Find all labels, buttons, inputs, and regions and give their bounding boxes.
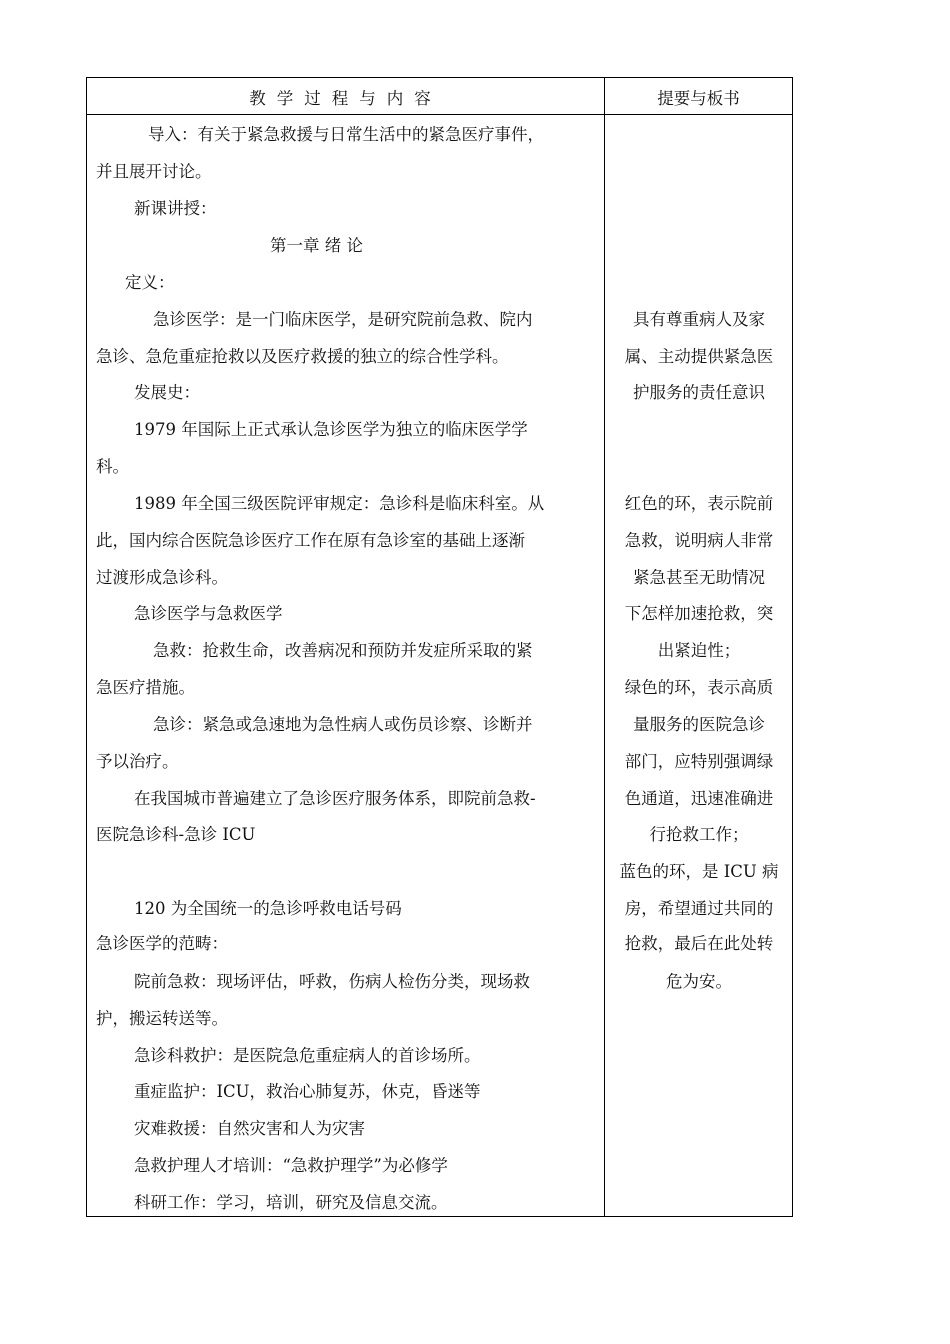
text-line: 此，国内综合医院急诊医疗工作在原有急诊室的基础上逐渐 xyxy=(96,531,525,550)
text-line: 重症监护：ICU，救治心肺复苏，休克，昏迷等 xyxy=(134,1082,481,1101)
text-line: 予以治疗。 xyxy=(96,752,179,771)
text-line: 急诊科救护：是医院急危重症病人的首诊场所。 xyxy=(134,1046,481,1065)
text-line: 在我国城市普遍建立了急诊医疗服务体系，即院前急救- xyxy=(134,789,536,808)
text-line: 急救：抢救生命，改善病况和预防并发症所采取的紧 xyxy=(153,641,533,660)
text-line: 急诊医学：是一门临床医学，是研究院前急救、院内 xyxy=(153,310,533,329)
note-line: 绿色的环，表示高质 xyxy=(624,678,774,697)
note-line: 行抢救工作； xyxy=(649,825,749,844)
text-line: 科研工作：学习，培训，研究及信息交流。 xyxy=(134,1193,448,1212)
note-line: 护服务的责任意识 xyxy=(633,383,765,402)
note-line: 抢救，最后在此处转 xyxy=(624,934,774,953)
note-line: 蓝色的环，是 ICU 病 xyxy=(619,862,779,881)
new-lesson-label: 新课讲授： xyxy=(134,199,217,218)
note-line: 具有尊重病人及家 xyxy=(633,310,765,329)
text-line: 1979 年国际上正式承认急诊医学为独立的临床医学学 xyxy=(134,420,528,439)
scope-label: 急诊医学的范畴： xyxy=(96,934,228,953)
intro-line: 导入：有关于紧急救援与日常生活中的紧急医疗事件， xyxy=(148,125,544,144)
note-line: 红色的环，表示院前 xyxy=(624,494,774,513)
text-line: 急医疗措施。 xyxy=(96,678,195,697)
note-line: 紧急甚至无助情况 xyxy=(633,568,765,587)
chapter-title: 第一章 绪 论 xyxy=(270,236,363,255)
text-line: 急诊、急危重症抢救以及医疗救援的独立的综合性学科。 xyxy=(96,347,509,366)
note-line: 属、主动提供紧急医 xyxy=(624,347,774,366)
note-line: 量服务的医院急诊 xyxy=(633,715,765,734)
note-line: 色通道，迅速准确进 xyxy=(624,789,774,808)
header-teaching-process: 教学过程与内容 xyxy=(249,89,442,108)
text-line: 急诊：紧急或急速地为急性病人或伤员诊察、诊断并 xyxy=(153,715,533,734)
text-line: 医院急诊科-急诊 ICU xyxy=(96,825,256,844)
note-line: 房，希望通过共同的 xyxy=(624,899,774,918)
note-line: 危为安。 xyxy=(666,972,732,991)
note-line: 部门，应特别强调绿 xyxy=(624,752,774,771)
note-line: 下怎样加速抢救，突 xyxy=(624,604,774,623)
lesson-table xyxy=(86,77,793,1217)
note-line: 急救，说明病人非常 xyxy=(624,531,774,550)
text-line: 灾难救援：自然灾害和人为灾害 xyxy=(134,1119,365,1138)
text-line: 120 为全国统一的急诊呼救电话号码 xyxy=(134,899,402,918)
text-line: 护，搬运转送等。 xyxy=(96,1009,228,1028)
history-label: 发展史： xyxy=(134,383,200,402)
note-line: 出紧迫性； xyxy=(657,641,741,660)
text-line: 院前急救：现场评估，呼救，伤病人检伤分类，现场救 xyxy=(134,972,530,991)
text-line: 科。 xyxy=(96,457,129,476)
text-line: 1989 年全国三级医院评审规定：急诊科是临床科室。从 xyxy=(134,494,545,513)
header-divider xyxy=(87,114,792,115)
column-divider xyxy=(604,78,605,1216)
section-label: 急诊医学与急救医学 xyxy=(134,604,283,623)
header-notes: 提要与板书 xyxy=(657,89,740,108)
text-line: 并且展开讨论。 xyxy=(96,162,212,181)
text-line: 急救护理人才培训：“急救护理学”为必修学 xyxy=(134,1156,448,1175)
definition-label: 定义： xyxy=(125,273,175,292)
text-line: 过渡形成急诊科。 xyxy=(96,568,228,587)
